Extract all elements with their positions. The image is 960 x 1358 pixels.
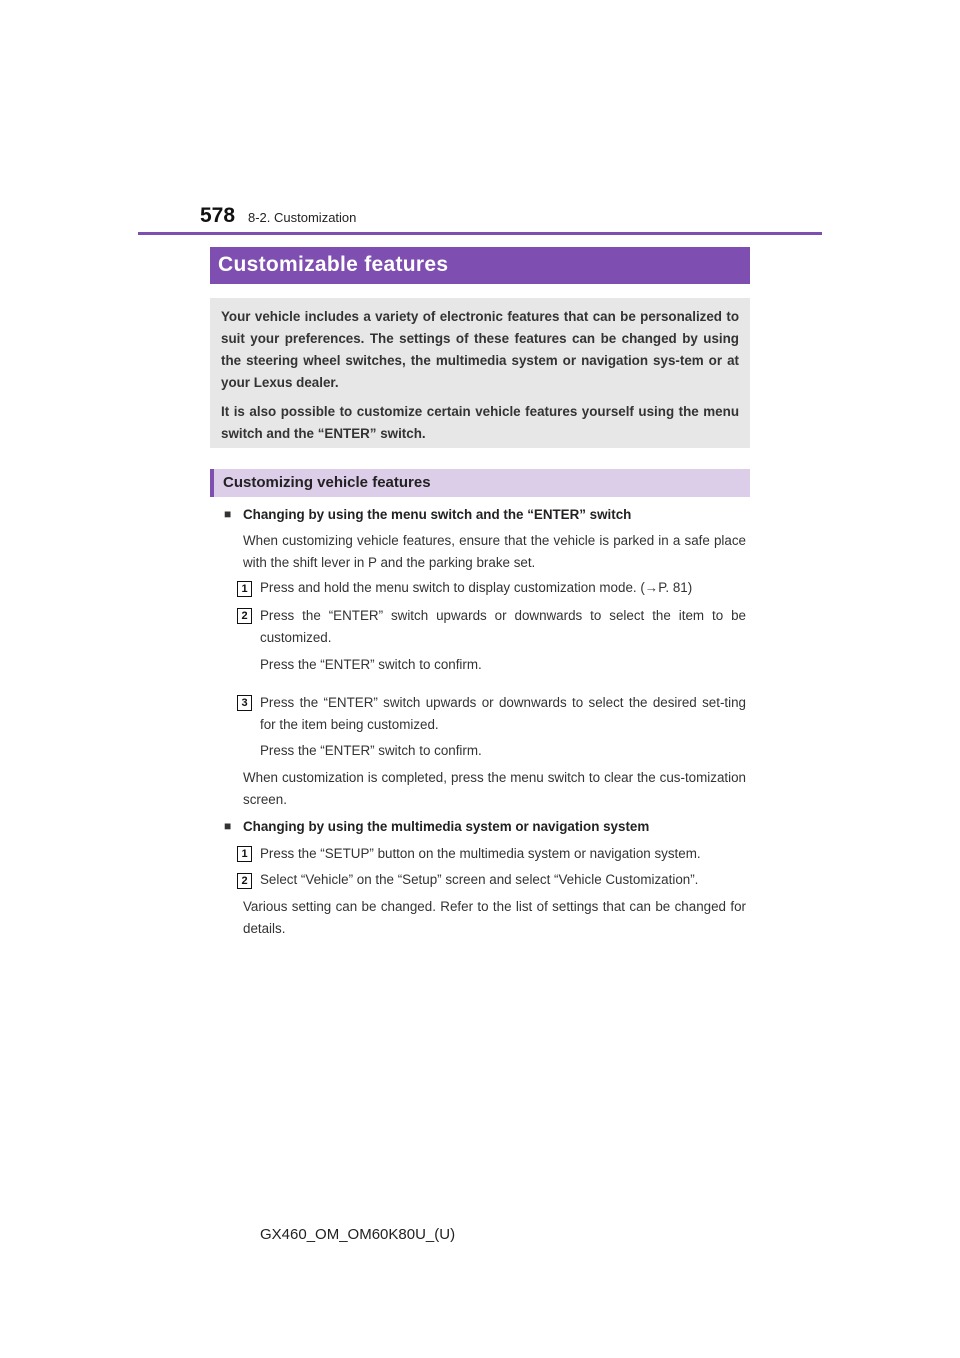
section-a-closing: When customization is completed, press the menu switch to clear the cus-tomization screen. (243, 770, 746, 807)
bullet-icon: ■ (224, 819, 232, 833)
intro-paragraph-2: It is also possible to customize certain vehicle features yourself using the menu switch and the “ENTER” switch. (221, 404, 739, 441)
section-a-note: When customizing vehicle features, ensure that the vehicle is parked in a safe place with the shift lever in P and the parking brake set. (243, 533, 746, 570)
section-label: 8-2. Customization (248, 210, 357, 225)
intro-paragraph-1: Your vehicle includes a variety of electronic features that can be personalized to suit your preferences. The settings of these features can be changed by using the steering wheel switches, the multimedia system or navigation sys-tem or at your Lexus dealer. (221, 309, 739, 390)
section-a-step-3-sub: Press the “ENTER” switch to confirm. (260, 743, 482, 758)
step-2-icon: 2 (237, 873, 252, 889)
bullet-icon: ■ (224, 507, 232, 521)
header-divider (138, 232, 822, 235)
section-b-step-2-text: Select “Vehicle” on the “Setup” screen and select “Vehicle Customization”. (260, 872, 699, 887)
step-3-icon: 3 (237, 695, 252, 711)
section-a-step-2-text: Press the “ENTER” switch upwards or downwards to select the item to be customized. (260, 608, 746, 645)
section-b-step-1-text: Press the “SETUP” button on the multimedia system or navigation system. (260, 846, 701, 861)
subheading-bar (210, 469, 750, 497)
subheading: Customizing vehicle features (223, 474, 431, 491)
section-a-heading: Changing by using the menu switch and the “ENTER” switch (243, 507, 632, 522)
document-code: GX460_OM_OM60K80U_(U) (260, 1226, 456, 1243)
step-1-icon: 1 (237, 581, 252, 597)
title-bar (210, 247, 750, 284)
section-a-step-2-sub: Press the “ENTER” switch to confirm. (260, 657, 482, 672)
section-b-heading: Changing by using the multimedia system or navigation system (243, 819, 650, 834)
step-2-icon: 2 (237, 608, 252, 624)
section-a-step-3-text: Press the “ENTER” switch upwards or downwards to select the desired set-ting for the item being customized. (260, 695, 746, 732)
section-b-closing: Various setting can be changed. Refer to the list of settings that can be changed for details. (243, 899, 746, 936)
page-title: Customizable features (218, 253, 449, 276)
section-a-step-1-text: Press and hold the menu switch to display customization mode. (→P. 81) (260, 580, 693, 595)
intro-box (210, 298, 750, 448)
step-1-icon: 1 (237, 846, 252, 862)
subheading-accent (210, 469, 214, 497)
page-number: 578 (200, 204, 236, 227)
